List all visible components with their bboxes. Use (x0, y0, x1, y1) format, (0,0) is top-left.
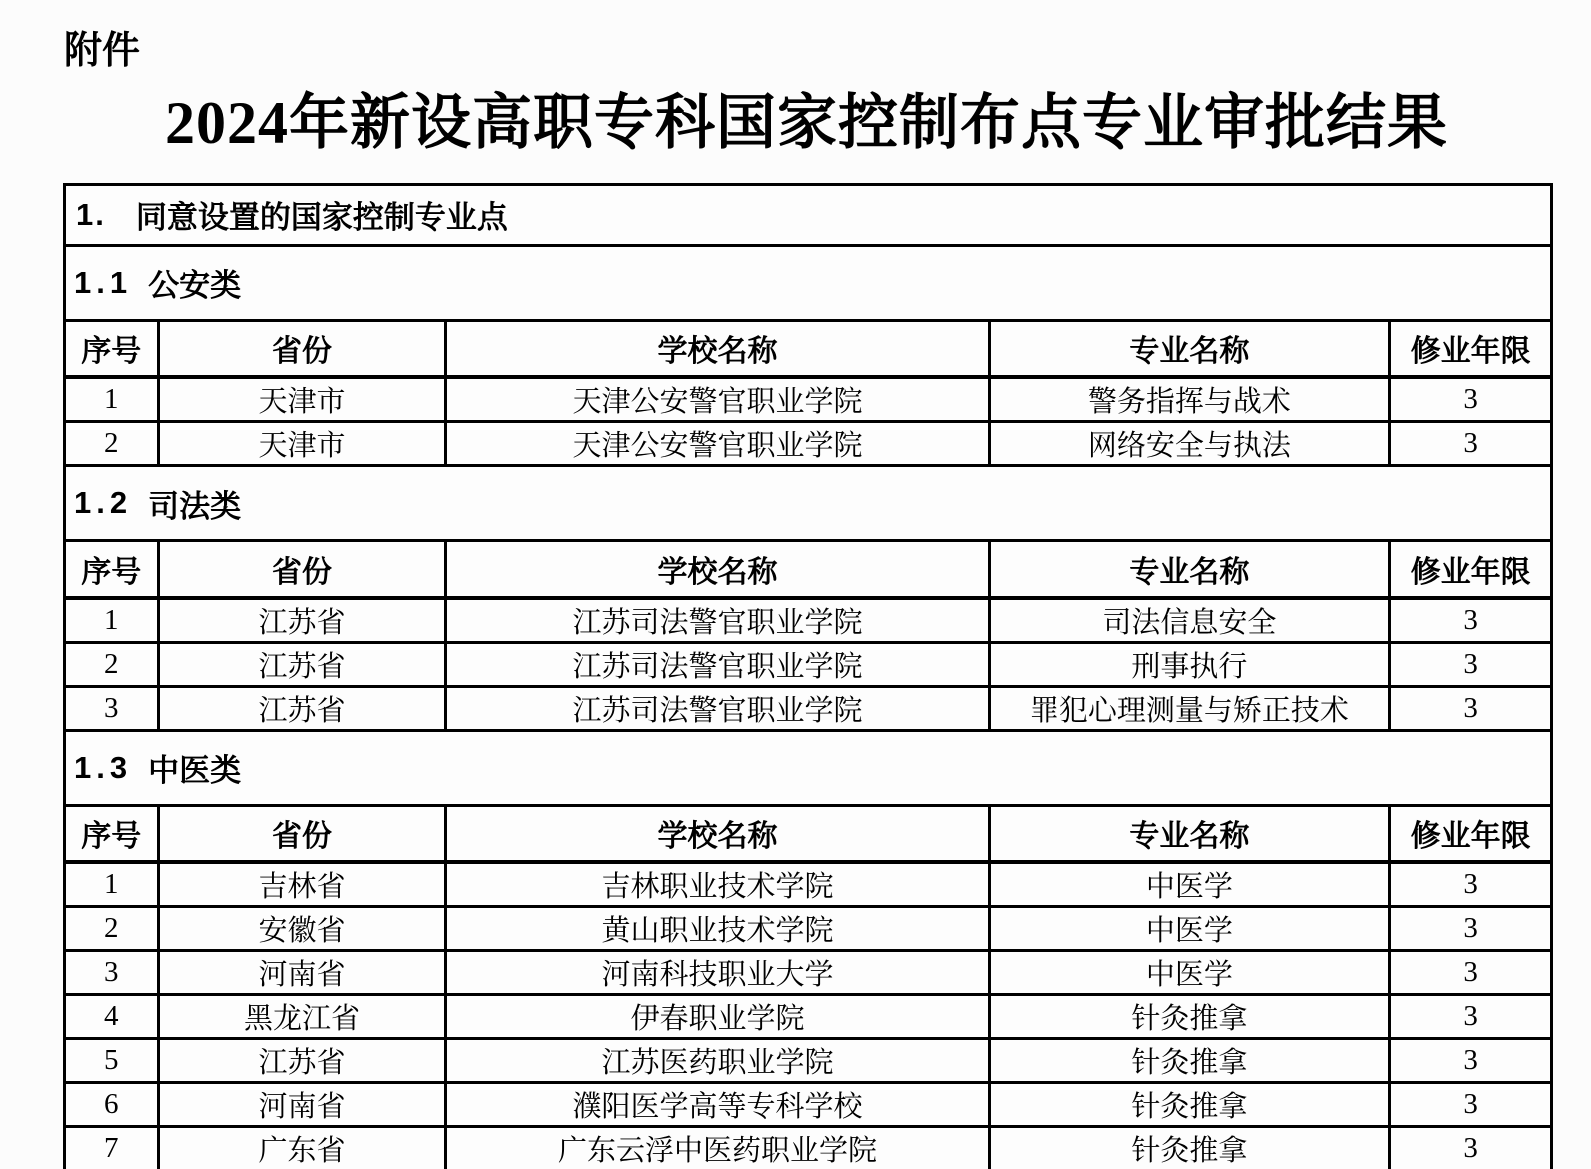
cell-province: 安徽省 (158, 907, 446, 951)
section-heading-1 (66, 186, 1550, 247)
cell-years: 3 (1390, 642, 1550, 686)
cell-school: 江苏司法警官职业学院 (446, 642, 989, 686)
approval-document-box (63, 183, 1553, 1169)
cell-province: 江苏省 (158, 1039, 446, 1083)
cell-school: 黄山职业技术学院 (446, 907, 989, 951)
cell-seq: 1 (66, 598, 158, 643)
cell-seq: 1 (66, 862, 158, 907)
cell-school: 江苏医药职业学院 (446, 1039, 989, 1083)
table-row (66, 907, 1550, 951)
table-row (66, 862, 1550, 907)
section-number: 1.1 (74, 264, 133, 300)
section-number: 1. (76, 196, 106, 232)
cell-province: 河南省 (158, 951, 446, 995)
table-row (66, 995, 1550, 1039)
cell-major: 刑事执行 (989, 642, 1390, 686)
cell-years: 3 (1390, 1083, 1550, 1127)
column-header-seq: 序号 (66, 541, 158, 598)
document-title: 2024年新设高职专科国家控制布点专业审批结果 (165, 89, 1448, 156)
column-header-school: 学校名称 (446, 541, 989, 598)
table-judicial (66, 539, 1550, 732)
section-name: 中医类 (148, 753, 242, 789)
cell-major: 针灸推拿 (989, 1083, 1390, 1127)
column-header-seq: 序号 (66, 320, 158, 377)
cell-years: 3 (1390, 951, 1550, 995)
table-public-security (66, 319, 1550, 468)
cell-school: 吉林职业技术学院 (446, 862, 989, 907)
cell-years: 3 (1390, 422, 1550, 466)
cell-seq: 4 (66, 995, 158, 1039)
table-row (66, 598, 1550, 643)
column-header-province: 省份 (158, 541, 446, 598)
cell-seq: 3 (66, 686, 158, 730)
column-header-years: 修业年限 (1390, 541, 1550, 598)
cell-years: 3 (1390, 1039, 1550, 1083)
cell-school: 天津公安警官职业学院 (446, 422, 989, 466)
cell-major: 针灸推拿 (989, 1039, 1390, 1083)
column-header-major: 专业名称 (989, 541, 1390, 598)
cell-years: 3 (1390, 377, 1550, 422)
cell-school: 江苏司法警官职业学院 (446, 686, 989, 730)
table-row (66, 951, 1550, 995)
table-row (66, 422, 1550, 466)
cell-major: 针灸推拿 (989, 1127, 1390, 1169)
cell-seq: 3 (66, 951, 158, 995)
cell-province: 江苏省 (158, 642, 446, 686)
cell-school: 濮阳医学高等专科学校 (446, 1083, 989, 1127)
cell-province: 天津市 (158, 377, 446, 422)
cell-school: 天津公安警官职业学院 (446, 377, 989, 422)
cell-major: 中医学 (989, 951, 1390, 995)
table-row (66, 642, 1550, 686)
section-heading-1-1 (66, 247, 1550, 319)
cell-province: 天津市 (158, 422, 446, 466)
cell-major: 中医学 (989, 907, 1390, 951)
cell-seq: 6 (66, 1083, 158, 1127)
cell-province: 江苏省 (158, 598, 446, 643)
section-name: 司法类 (148, 488, 242, 524)
cell-seq: 7 (66, 1127, 158, 1169)
header-row (66, 805, 1550, 862)
cell-major: 中医学 (989, 862, 1390, 907)
column-header-province: 省份 (158, 805, 446, 862)
column-header-province: 省份 (158, 320, 446, 377)
attachment-label: 附件 (64, 30, 141, 72)
column-header-seq: 序号 (66, 805, 158, 862)
column-header-years: 修业年限 (1390, 805, 1550, 862)
cell-years: 3 (1390, 995, 1550, 1039)
section-name: 公安类 (148, 268, 242, 304)
table-row (66, 377, 1550, 422)
cell-major: 网络安全与执法 (989, 422, 1390, 466)
header-row (66, 541, 1550, 598)
cell-province: 吉林省 (158, 862, 446, 907)
cell-years: 3 (1390, 686, 1550, 730)
section-name: 同意设置的国家控制专业点 (135, 200, 508, 236)
cell-school: 广东云浮中医药职业学院 (446, 1127, 989, 1169)
column-header-major: 专业名称 (989, 320, 1390, 377)
cell-seq: 5 (66, 1039, 158, 1083)
cell-seq: 2 (66, 422, 158, 466)
cell-years: 3 (1390, 862, 1550, 907)
table-row (66, 1039, 1550, 1083)
cell-years: 3 (1390, 1127, 1550, 1169)
column-header-school: 学校名称 (446, 805, 989, 862)
cell-seq: 2 (66, 907, 158, 951)
cell-school: 伊春职业学院 (446, 995, 989, 1039)
column-header-years: 修业年限 (1390, 320, 1550, 377)
cell-major: 罪犯心理测量与矫正技术 (989, 686, 1390, 730)
cell-school: 河南科技职业大学 (446, 951, 989, 995)
table-row (66, 1127, 1550, 1169)
header-row (66, 320, 1550, 377)
cell-province: 江苏省 (158, 686, 446, 730)
cell-province: 广东省 (158, 1127, 446, 1169)
table-tcm (66, 804, 1550, 1169)
column-header-school: 学校名称 (446, 320, 989, 377)
cell-seq: 1 (66, 377, 158, 422)
cell-province: 河南省 (158, 1083, 446, 1127)
table-row (66, 1083, 1550, 1127)
cell-seq: 2 (66, 642, 158, 686)
section-number: 1.3 (74, 749, 133, 785)
cell-school: 江苏司法警官职业学院 (446, 598, 989, 643)
cell-years: 3 (1390, 907, 1550, 951)
section-number: 1.2 (74, 485, 133, 521)
cell-major: 司法信息安全 (989, 598, 1390, 643)
cell-years: 3 (1390, 598, 1550, 643)
section-heading-1-3 (66, 732, 1550, 804)
section-heading-1-2 (66, 467, 1550, 539)
table-row (66, 686, 1550, 730)
column-header-major: 专业名称 (989, 805, 1390, 862)
cell-major: 警务指挥与战术 (989, 377, 1390, 422)
cell-province: 黑龙江省 (158, 995, 446, 1039)
cell-major: 针灸推拿 (989, 995, 1390, 1039)
